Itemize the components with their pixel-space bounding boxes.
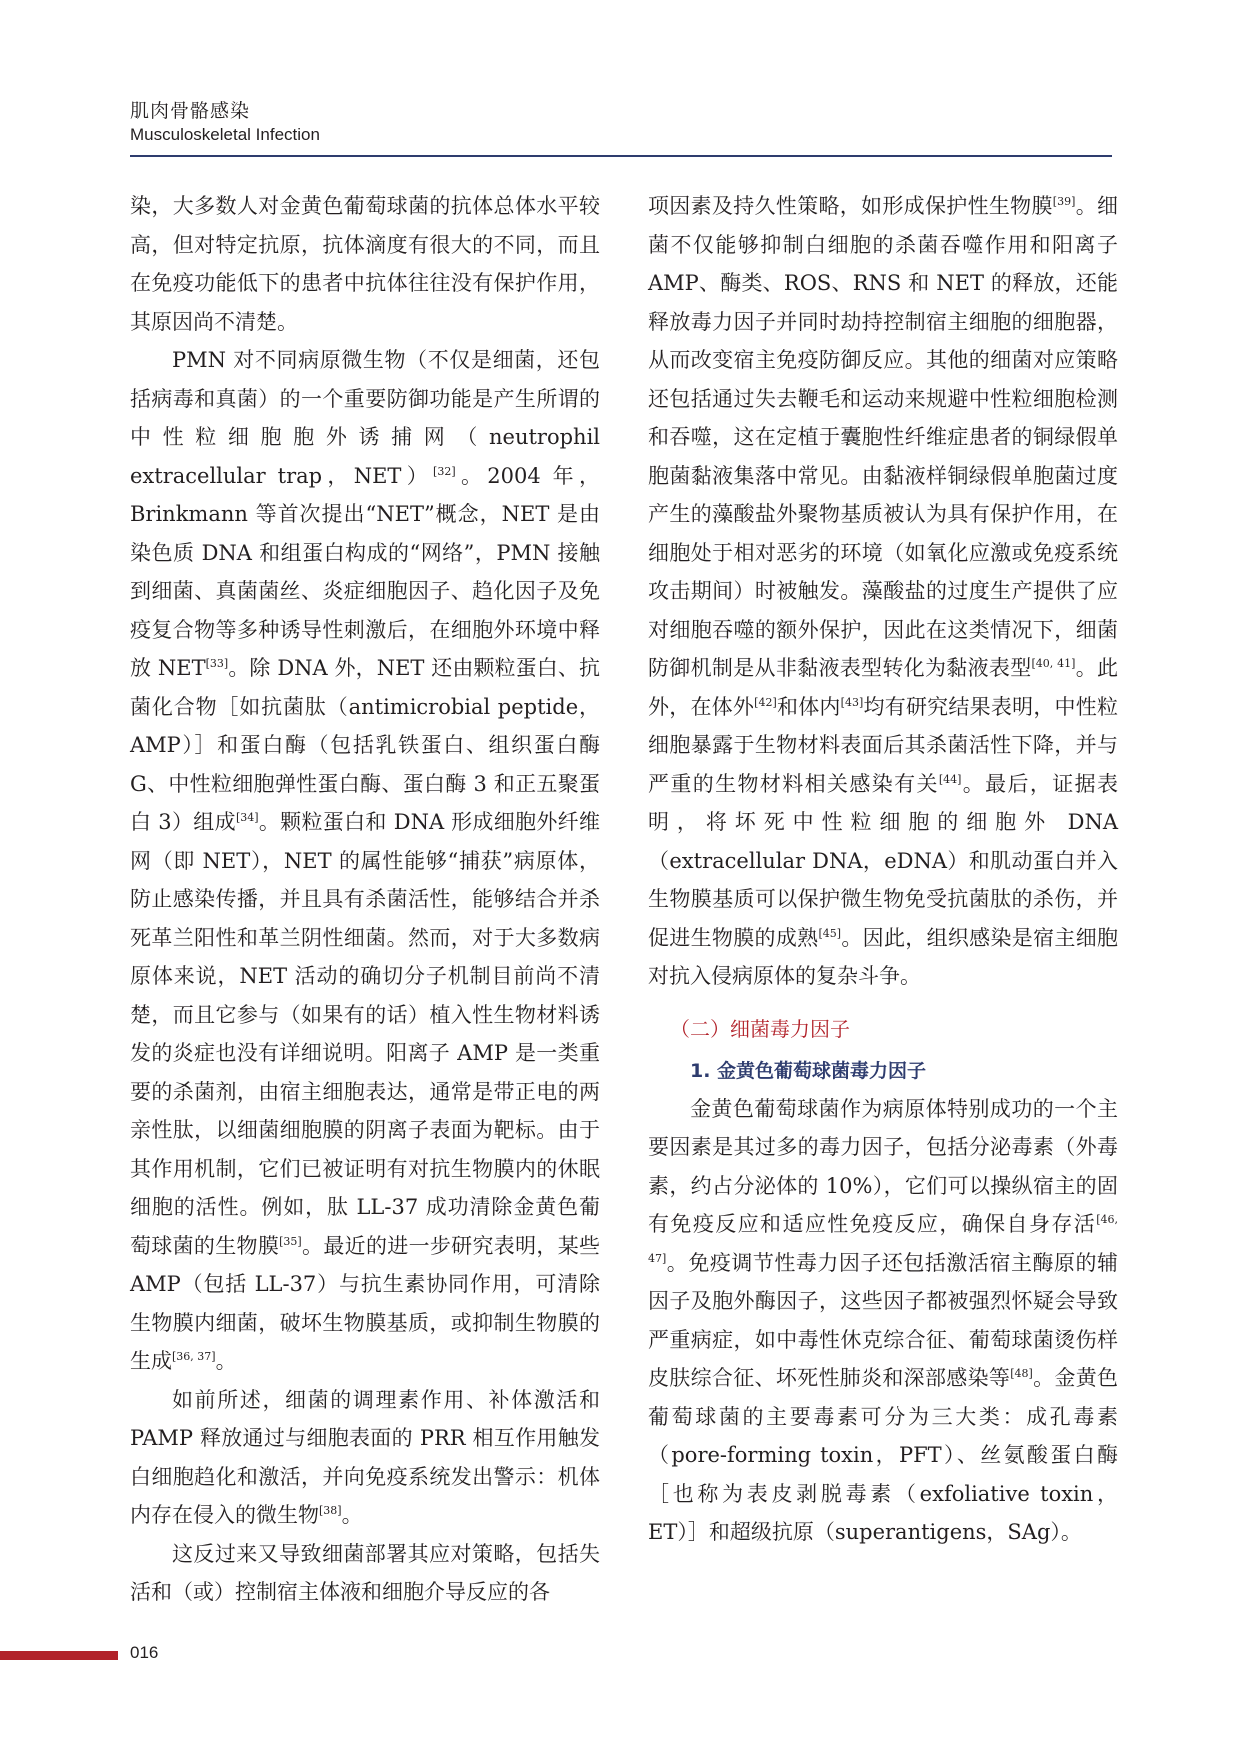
paragraph-text: 。金黄色葡萄球菌的主要毒素可分为三大类：成孔毒素（pore-forming toxin，PFT）、丝氨酸蛋白酶［也称为表皮剥脱毒素（exfoliative toxin，ET）］和超级抗原（superantigens，SAg）。 [648,1366,1119,1544]
paragraph-text: 这反过来又导致细菌部署其应对策略，包括失活和（或）控制宿主体液和细胞介导反应的各 [130,1541,600,1604]
citation: [42] [754,695,777,709]
citation: [34] [235,811,259,824]
citation: [43] [840,695,864,709]
citation: [36, 37] [172,1350,216,1363]
paragraph-text: 金黄色葡萄球菌作为病原体特别成功的一个主要因素是其过多的毒力因子，包括分泌毒素（外毒素，约占分泌体的 10%），它们可以操纵宿主的固有免疫反应和适应性免疫反应，确保自身存活 [648,1096,1118,1236]
paragraph-text: 均有研究结果表明，中性粒细胞暴露于生物材料表面后其杀菌活性下降，并与严重的生物材料相关感染有关 [648,694,1119,796]
paragraph [130,1535,600,1612]
journal-title-cn: 肌肉骨骼感染 [130,100,251,122]
paragraph-text: 。颗粒蛋白和 DNA 形成细胞外纤维网（即 NET），NET 的属性能够“捕获”病原体，防止感染传播，并且具有杀菌活性，能够结合并杀死革兰阳性和革兰阴性细菌。然而，对于大多数病原体来说，NET 活动的确切分子机制目前尚不清楚，而且它参与（如果有的话）植入性生物材料诱发的炎症也没有详细说明。阳离子 AMP 是一类重要的杀菌剂，由宿主细胞表达，通常是带正电的两亲性肽，以细菌细胞膜的阴离子表面为靶标。由于其作用机制，它们已被证明有对抗生物膜内的休眠细胞的活性。例如，肽 LL-37 成功清除金黄色葡萄球菌的生物膜 [130,810,600,1258]
paragraph-text: 。2004 年，Brinkmann 等首次提出“NET”概念，NET 是由染色质 DNA 和组蛋白构成的“网络”，PMN 接触到细菌、真菌菌丝、炎症细胞因子、趋化因子及免疫复合物等多种诱导性刺激后，在细胞外环境中释放 NET [130,463,600,680]
paragraph-text: 。最后，证据表明，将坏死中性粒细胞的细胞外 DNA（extracellular DNA，eDNA）和肌动蛋白并入生物膜基质可以保护微生物免受抗菌肽的杀伤，并促进生物膜的成熟 [648,771,1119,950]
citation: [35] [279,1234,302,1248]
paragraph-text: 项因素及持久性策略，如形成保护性生物膜 [648,194,1053,218]
paragraph-text: 。因此，组织感染是宿主细胞对抗入侵病原体的复杂斗争。 [648,925,1119,988]
citation: [33] [205,657,229,670]
paragraph-text: 染，大多数人对金黄色葡萄球菌的抗体总体水平较高，但对特定抗原，抗体滴度有很大的不同，而且在免疫功能低下的患者中抗体往往没有保护作用，其原因尚不清楚。 [130,194,600,334]
paragraph-text: PMN 对不同病原微生物（不仅是细菌，还包括病毒和真菌）的一个重要防御功能是产生所谓的中性粒细胞胞外诱捕网（neutrophil extracellular trap，NET） [130,348,600,488]
paragraph [130,187,600,341]
right-column [648,187,1118,1552]
citation: [44] [938,772,962,786]
citation: [48] [1010,1367,1033,1380]
header-divider [130,155,1112,157]
citation: [46, 47] [648,1213,1118,1265]
paragraph-text: 。最近的进一步研究表明，某些 AMP（包括 LL-37）与抗生素协同作用，可清除生物膜内细菌，破坏生物膜基质，或抑制生物膜的生成 [130,1233,601,1373]
paragraph [648,1090,1118,1552]
section-heading: （二）细菌毒力因子 [670,1016,850,1041]
paragraph-text: 。 [341,1503,363,1527]
paragraph-text: 和体内 [776,694,841,719]
citation: [39] [1052,195,1076,208]
left-column [130,187,600,1612]
page-number: 016 [130,1643,159,1662]
journal-title-en: Musculoskeletal Infection [130,125,320,144]
paragraph-text: 。 [215,1349,237,1373]
paragraph-text: 。细菌不仅能够抑制白细胞的杀菌吞噬作用和阳离子 AMP、酶类、ROS、RNS 和 NET 的释放，还能释放毒力因子并同时劫持控制宿主细胞的细胞器，从而改变宿主免疫防御反应。其他的细菌对应策略还包括通过失去鞭毛和运动来规避中性粒细胞检测和吞噬，这在定植于囊胞性纤维症患者的铜绿假单胞菌黏液集落中常见。由黏液样铜绿假单胞菌过度产生的藻酸盐外聚物基质被认为具有保护作用，在细胞处于相对恶劣的环境（如氧化应激或免疫系统攻击期间）时被触发。藻酸盐的过度生产提供了应对细胞吞噬的额外保护，因此在这类情况下，细菌防御机制是从非黏液表型转化为黏液表型 [648,194,1119,680]
paragraph [648,187,1118,996]
subsection-heading: 1. 金黄色葡萄球菌毒力因子 [690,1059,927,1082]
paragraph-text: 。免疫调节性毒力因子还包括激活宿主酶原的辅因子及胞外酶因子，这些因子都被强烈怀疑会导致严重病症，如中毒性休克综合征、葡萄球菌烫伤样皮肤综合征、坏死性肺炎和深部感染等 [648,1250,1118,1390]
paragraph-text: 如前所述，细菌的调理素作用、补体激活和 PAMP 释放通过与细胞表面的 PRR 相互作用触发白细胞趋化和激活，并向免疫系统发出警示：机体内存在侵入的微生物 [130,1387,600,1527]
citation: [38] [319,1504,342,1517]
paragraph [130,341,600,1381]
citation: [40, 41] [1031,657,1076,670]
footer-accent-bar [0,1651,118,1660]
paragraph-text: 。除 DNA 外，NET 还由颗粒蛋白、抗菌化合物［如抗菌肽（antimicrobial peptide，AMP）］和蛋白酶（包括乳铁蛋白、组织蛋白酶 G、中性粒细胞弹性蛋白酶、蛋白酶 3 和正五聚蛋白 3）组成 [130,656,600,834]
citation: [45] [818,926,842,940]
paragraph-text: 。此外，在体外 [648,656,1119,719]
paragraph [130,1381,600,1535]
citation: [32] [433,464,456,478]
